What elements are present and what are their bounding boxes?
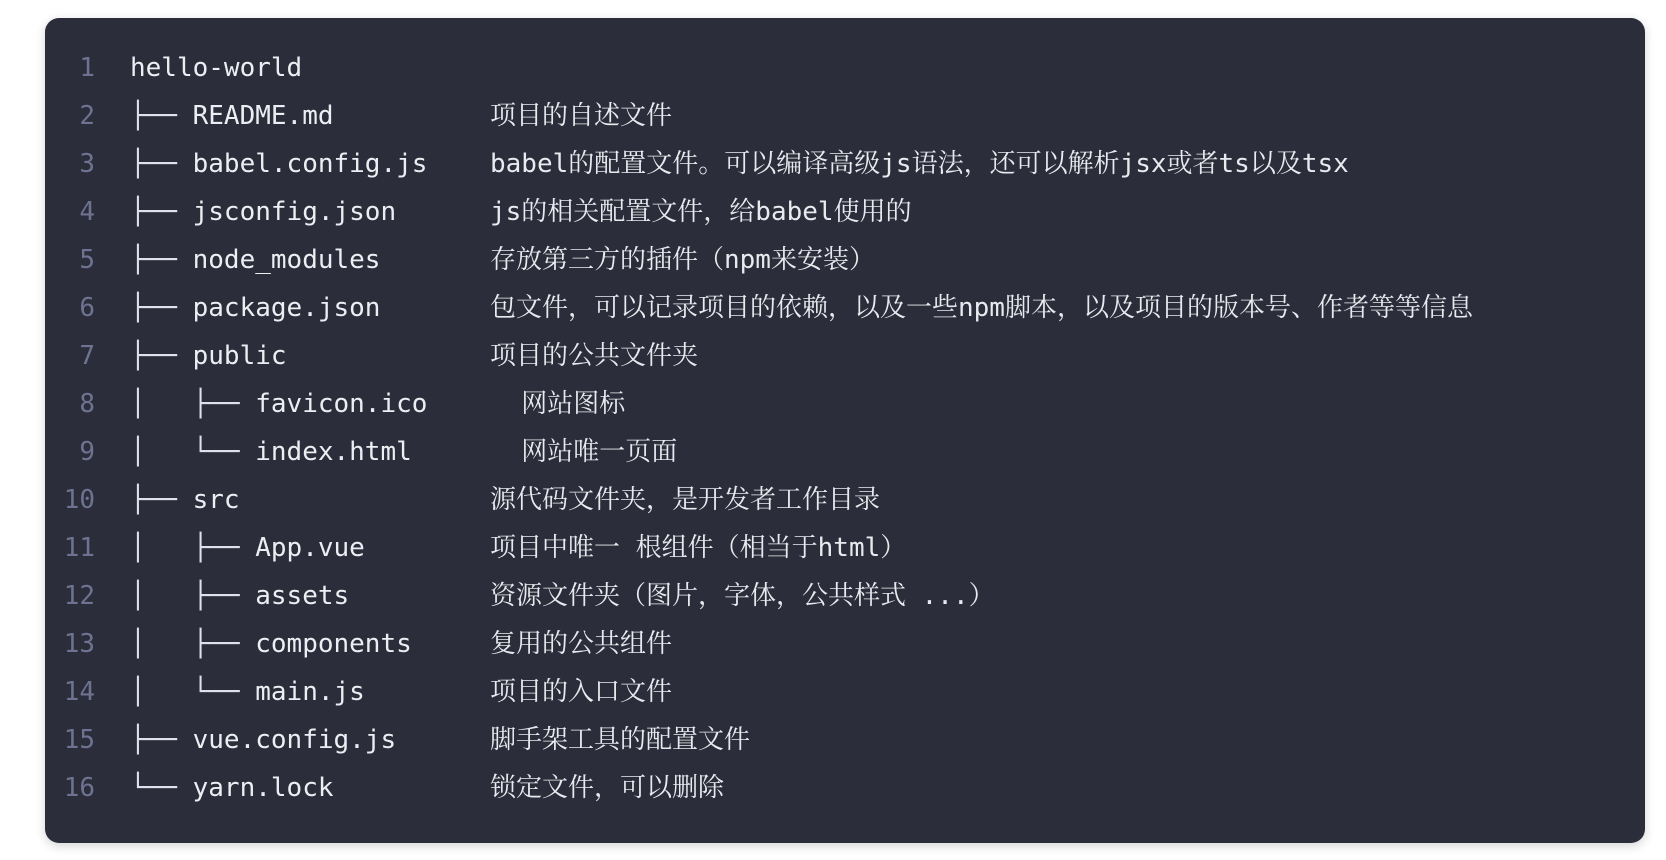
- tree-row: [45, 620, 1645, 668]
- line-number: 12: [63, 581, 95, 611]
- tree-row: [45, 668, 1645, 716]
- file-description: 复用的公共组件: [490, 629, 673, 659]
- row-code: [130, 284, 1473, 332]
- file-description: js的相关配置文件，给babel使用的: [490, 197, 912, 227]
- row-code: [130, 476, 880, 524]
- file-name: node_modules: [192, 245, 381, 275]
- file-description: 项目的公共文件夹: [490, 341, 699, 371]
- tree-branch-icon: ├──: [130, 245, 193, 275]
- tree-row: [45, 524, 1645, 572]
- tree-branch-icon: ├──: [130, 485, 193, 515]
- tree-branch-icon: ├──: [130, 101, 193, 131]
- file-name: package.json: [192, 293, 381, 323]
- file-description: 资源文件夹（图片，字体，公共样式 ...）: [490, 581, 995, 611]
- file-name: public: [192, 341, 287, 371]
- tree-row: [45, 476, 1645, 524]
- file-description: 项目的自述文件: [490, 101, 673, 131]
- row-code: [130, 764, 724, 812]
- line-number: 9: [79, 437, 95, 467]
- file-description: 存放第三方的插件（npm来安装）: [490, 245, 875, 275]
- tree-row: [45, 572, 1645, 620]
- file-name: README.md: [192, 101, 334, 131]
- file-description: 包文件，可以记录项目的依赖，以及一些npm脚本，以及项目的版本号、作者等等信息: [490, 293, 1473, 323]
- file-name: hello-world: [130, 53, 303, 83]
- tree-branch-icon: ├──: [130, 725, 193, 755]
- tree-branch-icon: │ ├──: [130, 581, 256, 611]
- line-number: 13: [63, 629, 95, 659]
- tree-row: [45, 428, 1645, 476]
- tree-row: [45, 236, 1645, 284]
- tree-branch-icon: │ ├──: [130, 629, 256, 659]
- file-description: 脚手架工具的配置文件: [490, 725, 751, 755]
- file-name: babel.config.js: [192, 149, 428, 179]
- line-number: 15: [63, 725, 95, 755]
- row-code: [130, 236, 875, 284]
- row-code: [130, 428, 677, 476]
- file-name: src: [192, 485, 240, 515]
- row-code: [130, 188, 912, 236]
- file-description: 项目的入口文件: [490, 677, 673, 707]
- tree-branch-icon: │ ├──: [130, 533, 256, 563]
- file-name: favicon.ico: [255, 389, 428, 419]
- tree-row: [45, 188, 1645, 236]
- line-number: 5: [79, 245, 95, 275]
- row-code: [130, 380, 625, 428]
- code-panel: [45, 18, 1645, 843]
- tree-branch-icon: ├──: [130, 149, 193, 179]
- file-name: yarn.lock: [192, 773, 334, 803]
- row-code: [130, 524, 906, 572]
- row-code: [130, 668, 672, 716]
- file-name: main.js: [255, 677, 365, 707]
- tree-row: [45, 92, 1645, 140]
- row-code: [130, 716, 750, 764]
- file-description: babel的配置文件。可以编译高级js语法，还可以解析jsx或者ts以及tsx: [490, 149, 1349, 179]
- line-number: 16: [63, 773, 95, 803]
- tree-branch-icon: ├──: [130, 341, 193, 371]
- tree-row: [45, 332, 1645, 380]
- tree-row: [45, 764, 1645, 812]
- file-name: index.html: [255, 437, 412, 467]
- file-name: components: [255, 629, 412, 659]
- line-number: 2: [79, 101, 95, 131]
- tree-row: [45, 284, 1645, 332]
- tree-row: [45, 44, 1645, 92]
- file-description: 锁定文件，可以删除: [490, 773, 725, 803]
- tree-branch-icon: └──: [130, 773, 193, 803]
- tree-branch-icon: │ ├──: [130, 389, 256, 419]
- file-description: 源代码文件夹，是开发者工作目录: [490, 485, 881, 515]
- row-code: [130, 92, 672, 140]
- line-number: 8: [79, 389, 95, 419]
- file-name: jsconfig.json: [192, 197, 397, 227]
- line-number: 4: [79, 197, 95, 227]
- file-name: assets: [255, 581, 350, 611]
- tree-branch-icon: │ └──: [130, 437, 256, 467]
- tree-branch-icon: │ └──: [130, 677, 256, 707]
- row-code: [130, 44, 490, 92]
- line-number: 10: [63, 485, 95, 515]
- row-code: [130, 572, 995, 620]
- file-description: 项目中唯一 根组件（相当于html）: [490, 533, 907, 563]
- file-description: 网站唯一页面: [490, 437, 678, 467]
- file-name: App.vue: [255, 533, 365, 563]
- tree-branch-icon: ├──: [130, 293, 193, 323]
- file-name: vue.config.js: [192, 725, 397, 755]
- row-code: [130, 140, 1349, 188]
- tree-branch-icon: ├──: [130, 197, 193, 227]
- line-number: 3: [79, 149, 95, 179]
- line-number: 6: [79, 293, 95, 323]
- line-number: 14: [63, 677, 95, 707]
- tree-row: [45, 716, 1645, 764]
- tree-row: [45, 140, 1645, 188]
- line-number: 7: [79, 341, 95, 371]
- file-description: 网站图标: [490, 389, 626, 419]
- tree-row: [45, 380, 1645, 428]
- row-code: [130, 332, 698, 380]
- line-number: 11: [63, 533, 95, 563]
- row-code: [130, 620, 672, 668]
- line-number: 1: [79, 53, 95, 83]
